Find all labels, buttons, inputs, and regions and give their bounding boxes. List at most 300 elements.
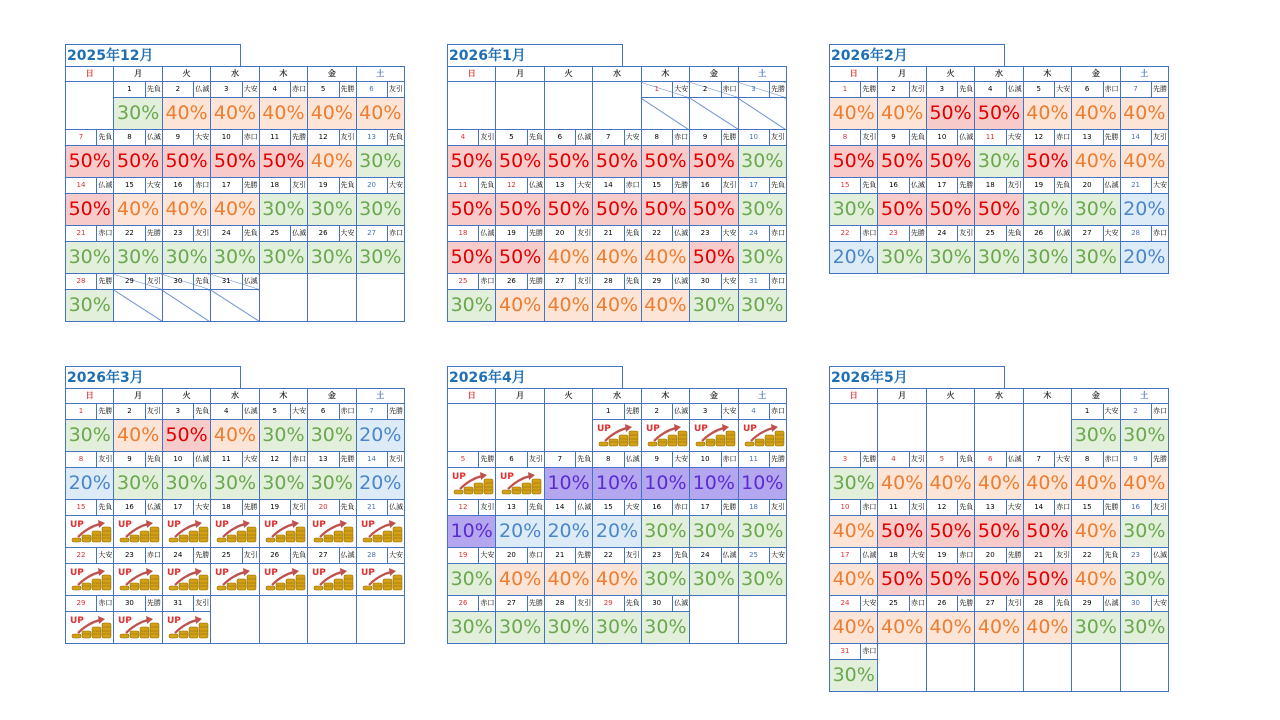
discount-cell[interactable]: 30% [738, 146, 786, 178]
discount-cell[interactable]: 30% [830, 660, 878, 692]
price-up-cell[interactable] [690, 420, 738, 452]
discount-cell[interactable]: 50% [975, 564, 1023, 596]
discount-cell[interactable]: 20% [356, 468, 404, 500]
price-up-cell[interactable] [308, 516, 356, 548]
day-number: 16 [124, 503, 134, 511]
discount-cell[interactable]: 40% [162, 194, 210, 226]
price-up-cell[interactable] [448, 468, 496, 500]
day-header [211, 130, 259, 146]
rokuyo-label: 大安 [721, 404, 738, 419]
price-up-cell[interactable] [114, 564, 162, 596]
discount-cell[interactable]: 30% [356, 194, 404, 226]
discount-cell[interactable]: 50% [641, 146, 689, 178]
weekday-header: 金 [1072, 67, 1120, 82]
discount-cell[interactable]: 50% [690, 242, 738, 274]
discount-cell[interactable]: 40% [544, 290, 592, 322]
day-header [496, 548, 544, 564]
discount-cell[interactable]: 30% [114, 468, 162, 500]
discount-cell[interactable]: 40% [544, 564, 592, 596]
price-up-icon [70, 614, 112, 640]
price-up-cell[interactable] [738, 420, 786, 452]
day-header [878, 226, 926, 242]
discount-cell[interactable]: 40% [830, 516, 878, 548]
price-up-cell[interactable] [114, 516, 162, 548]
day-number: 14 [1034, 503, 1044, 511]
closed-day-cell[interactable] [738, 98, 786, 130]
discount-cell[interactable]: 40% [1023, 98, 1071, 130]
discount-cell[interactable]: 50% [975, 516, 1023, 548]
rokuyo-label: 大安 [672, 452, 689, 467]
discount-cell[interactable]: 40% [356, 98, 404, 130]
day-header [926, 452, 974, 468]
discount-cell[interactable]: 40% [878, 468, 926, 500]
discount-cell[interactable]: 30% [211, 242, 259, 274]
discount-cell[interactable]: 30% [975, 146, 1023, 178]
discount-cell[interactable]: 40% [544, 242, 592, 274]
discount-cell[interactable]: 30% [66, 420, 114, 452]
discount-cell[interactable]: 30% [66, 242, 114, 274]
discount-cell[interactable]: 30% [66, 290, 114, 322]
discount-cell[interactable]: 50% [114, 146, 162, 178]
discount-cell[interactable]: 40% [211, 194, 259, 226]
weekday-header: 月 [878, 67, 926, 82]
weekday-header: 土 [738, 389, 786, 404]
discount-cell[interactable]: 40% [308, 98, 356, 130]
discount-cell[interactable]: 50% [259, 146, 307, 178]
rokuyo-label: 赤口 [1054, 500, 1071, 515]
day-number: 18 [985, 181, 995, 189]
day-number: 25 [985, 229, 995, 237]
discount-cell[interactable]: 40% [830, 612, 878, 644]
discount-cell[interactable]: 40% [593, 564, 641, 596]
discount-cell[interactable]: 50% [690, 146, 738, 178]
day-header [259, 226, 307, 242]
discount-cell[interactable]: 50% [641, 194, 689, 226]
discount-cell[interactable]: 50% [878, 146, 926, 178]
price-up-icon [118, 566, 160, 592]
discount-cell[interactable]: 50% [926, 98, 974, 130]
discount-cell[interactable]: 30% [308, 194, 356, 226]
discount-cell[interactable]: 10% [593, 468, 641, 500]
discount-cell[interactable]: 50% [162, 146, 210, 178]
day-number: 6 [988, 455, 993, 463]
discount-cell[interactable]: 20% [544, 516, 592, 548]
discount-cell[interactable]: 40% [1120, 98, 1168, 130]
discount-cell[interactable]: 40% [975, 612, 1023, 644]
discount-cell[interactable]: 30% [211, 468, 259, 500]
rokuyo-label: 仏滅 [672, 404, 689, 419]
day-header [114, 226, 162, 242]
discount-cell[interactable]: 40% [1072, 516, 1120, 548]
discount-cell[interactable]: 30% [448, 612, 496, 644]
price-up-cell[interactable] [211, 516, 259, 548]
discount-cell[interactable]: 10% [641, 468, 689, 500]
weekday-header: 日 [448, 67, 496, 82]
svg-text:UP: UP [166, 616, 181, 626]
discount-cell[interactable]: 50% [690, 194, 738, 226]
calendar-table [65, 66, 405, 322]
discount-cell[interactable]: 50% [448, 242, 496, 274]
day-header [114, 130, 162, 146]
discount-cell[interactable]: 50% [66, 146, 114, 178]
price-up-icon [500, 470, 542, 496]
discount-cell[interactable]: 50% [593, 194, 641, 226]
price-up-cell[interactable] [259, 516, 307, 548]
discount-cell[interactable]: 30% [926, 242, 974, 274]
day-number: 4 [460, 133, 466, 141]
discount-cell[interactable]: 30% [878, 242, 926, 274]
discount-cell[interactable]: 50% [544, 194, 592, 226]
day-number: 21 [367, 503, 376, 511]
discount-cell[interactable]: 40% [878, 98, 926, 130]
discount-cell[interactable]: 30% [308, 242, 356, 274]
empty-day-cell [448, 404, 496, 452]
discount-cell[interactable]: 30% [593, 612, 641, 644]
discount-cell[interactable]: 40% [1120, 146, 1168, 178]
discount-cell[interactable]: 50% [211, 146, 259, 178]
discount-cell[interactable]: 50% [975, 194, 1023, 226]
day-number: 27 [555, 277, 565, 285]
discount-cell[interactable]: 40% [496, 290, 544, 322]
day-header [356, 404, 404, 420]
discount-cell[interactable]: 40% [1023, 612, 1071, 644]
discount-cell[interactable]: 30% [162, 242, 210, 274]
month-title: 2026年1月 [447, 44, 623, 66]
day-header [975, 82, 1023, 98]
discount-cell[interactable]: 50% [593, 146, 641, 178]
discount-cell[interactable]: 30% [1072, 612, 1120, 644]
discount-cell[interactable]: 40% [830, 98, 878, 130]
discount-cell[interactable]: 30% [1072, 194, 1120, 226]
rokuyo-label: 友引 [769, 500, 786, 515]
discount-cell[interactable]: 50% [1023, 564, 1071, 596]
day-header [1023, 548, 1071, 564]
discount-cell[interactable]: 30% [738, 242, 786, 274]
discount-cell[interactable]: 40% [259, 98, 307, 130]
discount-cell[interactable]: 20% [496, 516, 544, 548]
rokuyo-label: 先勝 [1103, 130, 1120, 145]
discount-cell[interactable]: 20% [593, 516, 641, 548]
day-header [308, 548, 356, 564]
discount-cell[interactable]: 30% [448, 564, 496, 596]
discount-cell[interactable]: 30% [114, 242, 162, 274]
price-up-cell[interactable] [356, 564, 404, 596]
day-header [162, 226, 210, 242]
price-up-cell[interactable] [114, 612, 162, 644]
discount-cell[interactable]: 30% [1120, 420, 1168, 452]
discount-cell[interactable]: 50% [496, 194, 544, 226]
day-header [738, 452, 786, 468]
rokuyo-label: 大安 [769, 548, 786, 563]
day-number: 2 [1133, 407, 1138, 415]
day-number: 30 [1131, 599, 1140, 607]
day-header [496, 226, 544, 242]
price-up-cell[interactable] [162, 612, 210, 644]
discount-cell[interactable]: 20% [1120, 242, 1168, 274]
weekday-header: 月 [496, 389, 544, 404]
day-header [66, 500, 114, 516]
discount-cell[interactable]: 40% [496, 564, 544, 596]
discount-cell[interactable]: 30% [448, 290, 496, 322]
discount-cell[interactable]: 50% [1023, 516, 1071, 548]
discount-cell[interactable]: 50% [926, 194, 974, 226]
discount-cell[interactable]: 50% [448, 194, 496, 226]
discount-cell[interactable]: 30% [975, 242, 1023, 274]
discount-cell[interactable]: 10% [544, 468, 592, 500]
discount-cell[interactable]: 20% [66, 468, 114, 500]
discount-cell[interactable]: 10% [738, 468, 786, 500]
closed-day-cell[interactable] [211, 290, 259, 322]
discount-cell[interactable]: 40% [830, 564, 878, 596]
day-number: 13 [506, 503, 516, 511]
closed-day-cell[interactable] [114, 290, 162, 322]
day-header [448, 130, 496, 146]
discount-cell[interactable]: 50% [878, 516, 926, 548]
day-number: 1 [606, 407, 611, 415]
rokuyo-label: 大安 [860, 596, 877, 611]
discount-cell[interactable]: 30% [738, 564, 786, 596]
discount-cell[interactable]: 40% [1072, 98, 1120, 130]
discount-cell[interactable]: 20% [830, 242, 878, 274]
discount-cell[interactable]: 50% [926, 146, 974, 178]
discount-cell[interactable]: 40% [1072, 564, 1120, 596]
price-up-cell[interactable] [66, 564, 114, 596]
rokuyo-label: 仏滅 [1151, 548, 1168, 563]
price-up-cell[interactable] [593, 420, 641, 452]
price-up-cell[interactable] [211, 564, 259, 596]
day-header [738, 548, 786, 564]
weekday-header: 火 [162, 67, 210, 82]
discount-cell[interactable]: 30% [1023, 194, 1071, 226]
discount-cell[interactable]: 30% [1072, 242, 1120, 274]
discount-cell[interactable]: 30% [830, 468, 878, 500]
rokuyo-label: 大安 [624, 130, 641, 145]
discount-cell[interactable]: 40% [975, 468, 1023, 500]
rokuyo-label: 友引 [387, 452, 404, 467]
rokuyo-label: 友引 [1006, 178, 1023, 193]
rokuyo-label: 大安 [1054, 452, 1071, 467]
discount-cell[interactable]: 30% [162, 468, 210, 500]
empty-day-cell [1072, 644, 1120, 692]
discount-cell[interactable]: 40% [641, 242, 689, 274]
discount-cell[interactable]: 30% [641, 564, 689, 596]
discount-cell[interactable]: 30% [1120, 564, 1168, 596]
discount-cell[interactable]: 40% [1023, 468, 1071, 500]
price-up-cell[interactable] [66, 516, 114, 548]
price-up-cell[interactable] [496, 468, 544, 500]
discount-cell[interactable]: 40% [162, 98, 210, 130]
weekday-header: 日 [66, 67, 114, 82]
day-number: 11 [749, 455, 758, 463]
day-number: 31 [173, 599, 183, 607]
rokuyo-label: 先負 [1103, 548, 1120, 563]
discount-cell[interactable]: 30% [738, 516, 786, 548]
rokuyo-label: 友引 [290, 500, 307, 515]
price-up-cell[interactable] [162, 564, 210, 596]
price-up-cell[interactable] [308, 564, 356, 596]
price-up-cell[interactable] [162, 516, 210, 548]
svg-text:UP: UP [215, 520, 230, 530]
rokuyo-label: 先負 [672, 548, 689, 563]
discount-cell[interactable]: 30% [259, 420, 307, 452]
day-number: 22 [1082, 551, 1092, 559]
discount-cell[interactable]: 30% [690, 290, 738, 322]
discount-cell[interactable]: 40% [1072, 468, 1120, 500]
discount-cell[interactable]: 50% [448, 146, 496, 178]
discount-cell[interactable]: 30% [738, 290, 786, 322]
day-number: 27 [506, 599, 516, 607]
rokuyo-label: 大安 [145, 178, 162, 193]
rokuyo-label: 先勝 [769, 452, 786, 467]
rokuyo-label: 仏滅 [193, 452, 210, 467]
discount-cell[interactable]: 40% [114, 194, 162, 226]
discount-cell[interactable]: 40% [878, 612, 926, 644]
day-number: 25 [270, 229, 280, 237]
day-number: 11 [270, 133, 280, 141]
discount-cell[interactable]: 40% [308, 146, 356, 178]
discount-cell[interactable]: 30% [690, 564, 738, 596]
weekday-header: 木 [259, 389, 307, 404]
discount-cell[interactable]: 50% [926, 564, 974, 596]
day-number: 17 [840, 551, 850, 559]
day-header [878, 82, 926, 98]
discount-cell[interactable]: 40% [211, 420, 259, 452]
day-number: 18 [458, 229, 468, 237]
day-header [1072, 500, 1120, 516]
discount-cell[interactable]: 50% [1023, 146, 1071, 178]
day-number: 1 [127, 85, 132, 93]
day-header [593, 548, 641, 564]
day-number: 20 [367, 181, 376, 189]
discount-cell[interactable]: 50% [926, 516, 974, 548]
rokuyo-label: 友引 [575, 226, 592, 241]
discount-cell[interactable]: 50% [66, 194, 114, 226]
day-number: 3 [175, 407, 181, 415]
rokuyo-label: 赤口 [96, 596, 113, 611]
discount-cell[interactable]: 30% [1120, 516, 1168, 548]
discount-cell[interactable]: 10% [690, 468, 738, 500]
discount-cell[interactable]: 20% [1120, 194, 1168, 226]
day-header [259, 130, 307, 146]
discount-cell[interactable]: 10% [448, 516, 496, 548]
rokuyo-label: 大安 [721, 226, 738, 241]
empty-day-cell [975, 404, 1023, 452]
discount-cell[interactable]: 30% [259, 242, 307, 274]
price-up-cell[interactable] [66, 612, 114, 644]
day-header [544, 548, 592, 564]
discount-cell[interactable]: 30% [544, 612, 592, 644]
discount-cell[interactable]: 30% [641, 612, 689, 644]
discount-cell[interactable]: 30% [690, 516, 738, 548]
day-number: 15 [124, 181, 134, 189]
closed-day-cell[interactable] [690, 98, 738, 130]
discount-cell[interactable]: 30% [308, 468, 356, 500]
discount-cell[interactable]: 30% [496, 612, 544, 644]
discount-cell[interactable]: 40% [926, 468, 974, 500]
day-number: 20 [1082, 181, 1092, 189]
discount-cell[interactable]: 50% [162, 420, 210, 452]
discount-cell[interactable]: 20% [356, 420, 404, 452]
day-header [641, 500, 689, 516]
discount-cell[interactable]: 30% [1072, 420, 1120, 452]
discount-cell[interactable]: 40% [926, 612, 974, 644]
price-up-icon [312, 518, 354, 544]
discount-cell[interactable]: 50% [544, 146, 592, 178]
closed-day-cell[interactable] [162, 290, 210, 322]
discount-cell[interactable]: 30% [641, 516, 689, 548]
discount-cell[interactable]: 40% [114, 420, 162, 452]
price-up-cell[interactable] [641, 420, 689, 452]
rokuyo-label: 大安 [387, 548, 404, 563]
day-header [641, 130, 689, 146]
day-number: 2 [891, 85, 896, 93]
rokuyo-label: 友引 [96, 452, 113, 467]
discount-cell[interactable]: 40% [593, 242, 641, 274]
day-number: 5 [509, 133, 514, 141]
day-header [1120, 548, 1168, 564]
day-number: 23 [652, 551, 662, 559]
discount-cell[interactable]: 30% [356, 242, 404, 274]
discount-cell[interactable]: 40% [211, 98, 259, 130]
discount-cell[interactable]: 30% [830, 194, 878, 226]
price-up-icon [361, 566, 403, 592]
discount-cell[interactable]: 30% [356, 146, 404, 178]
price-up-icon [361, 518, 403, 544]
price-up-cell[interactable] [356, 516, 404, 548]
rokuyo-label: 仏滅 [721, 548, 738, 563]
discount-cell[interactable]: 50% [830, 146, 878, 178]
day-number: 28 [1034, 599, 1044, 607]
rokuyo-label: 赤口 [478, 596, 495, 611]
day-number: 8 [606, 455, 611, 463]
discount-cell[interactable]: 30% [308, 420, 356, 452]
discount-cell[interactable]: 30% [259, 468, 307, 500]
discount-cell[interactable]: 50% [496, 146, 544, 178]
discount-cell[interactable]: 50% [496, 242, 544, 274]
day-header [308, 404, 356, 420]
month-title: 2026年2月 [829, 44, 1005, 66]
discount-cell[interactable]: 30% [738, 194, 786, 226]
price-up-icon [215, 566, 257, 592]
closed-day-cell[interactable] [641, 98, 689, 130]
price-up-cell[interactable] [259, 564, 307, 596]
day-number: 21 [603, 229, 613, 237]
day-header [878, 596, 926, 612]
day-header [738, 500, 786, 516]
discount-cell[interactable]: 30% [114, 98, 162, 130]
rokuyo-label: 仏滅 [339, 548, 356, 563]
discount-cell[interactable]: 50% [975, 98, 1023, 130]
discount-cell[interactable]: 40% [1120, 468, 1168, 500]
rokuyo-label: 先負 [242, 226, 259, 241]
day-number: 13 [555, 181, 565, 189]
discount-cell[interactable]: 30% [259, 194, 307, 226]
day-number: 7 [369, 407, 374, 415]
discount-cell[interactable]: 50% [878, 564, 926, 596]
discount-cell[interactable]: 50% [878, 194, 926, 226]
discount-cell[interactable]: 40% [641, 290, 689, 322]
discount-cell[interactable]: 40% [593, 290, 641, 322]
discount-cell[interactable]: 30% [1023, 242, 1071, 274]
rokuyo-label: 大安 [1103, 404, 1120, 419]
svg-text:UP: UP [360, 520, 375, 530]
weekday-header: 土 [356, 389, 404, 404]
discount-cell[interactable]: 30% [1120, 612, 1168, 644]
day-header [738, 130, 786, 146]
day-number: 5 [460, 455, 466, 463]
discount-cell[interactable]: 40% [1072, 146, 1120, 178]
month-title: 2025年12月 [65, 44, 241, 66]
